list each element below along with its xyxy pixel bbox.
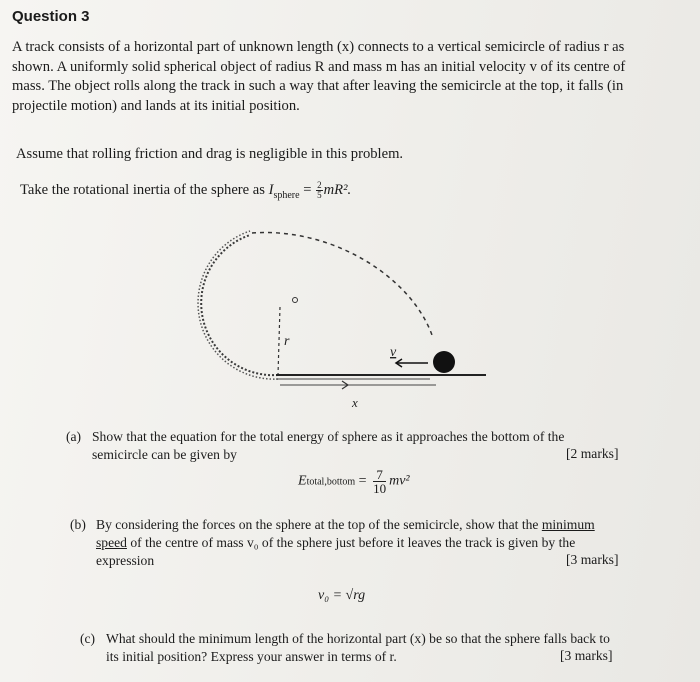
sphere (433, 351, 455, 373)
x-label: x (352, 395, 358, 410)
semicircle-track-outer (198, 231, 278, 379)
inertia-subscript: sphere (273, 189, 300, 201)
part-b-equation: v₀ = √rg (318, 588, 366, 603)
inertia-fraction (316, 181, 323, 200)
eq-a-lhs: E (298, 473, 307, 489)
part-c-text: What should the minimum length of the horizontal part (x) be so that the sphere falls back to its initial position? Express your answer in terms of r. (106, 631, 610, 664)
radius-label: r (284, 334, 290, 349)
inertia-prefix: Take the rotational inertia of the sphere as (20, 181, 269, 198)
eq-a-rhs: mv² (389, 473, 410, 489)
eq-a-lhs-sub: total,bottom (306, 476, 356, 488)
eq-a-equals: = (355, 473, 371, 489)
inertia-frac-num: 2 (317, 180, 322, 190)
semicircle-track (201, 235, 278, 375)
eq-a-frac-den: 10 (373, 481, 387, 496)
center-point (293, 298, 298, 303)
part-b-label: (b) (70, 517, 86, 532)
part-a-label: (a) (66, 429, 82, 444)
inertia-statement (20, 181, 351, 201)
part-b-marks: [3 marks] (566, 552, 619, 567)
radius-line (278, 307, 280, 375)
part-c-label: (c) (80, 631, 96, 646)
intro-paragraph: A track consists of a horizontal part of unknown length (x) connects to a vertical semicircle of radius r as shown. A uniformly solid spherical object of radius R and mass m has an initial velocity v of its centre of mass. The object rolls along the track in such a way that after leaving the semicircle at the top, it falls (in projectile motion) and lands at its initial position. (12, 39, 626, 114)
track-diagram (190, 215, 500, 415)
part-b-underlined: minimum speed (96, 517, 595, 550)
part-a-text: Show that the equation for the total energy of sphere as it approaches the bottom of the semicircle can be given by (92, 429, 565, 462)
part-c-marks: [3 marks] (560, 648, 613, 663)
inertia-frac-den: 5 (317, 190, 322, 200)
question-title: Question 3 (12, 8, 90, 25)
eq-a-frac-num: 7 (373, 468, 386, 482)
inertia-suffix: mR². (323, 181, 352, 198)
part-b-text (96, 516, 626, 570)
inertia-equals: = (299, 181, 316, 198)
velocity-label: v (390, 345, 397, 360)
eq-a-fraction (373, 468, 386, 495)
part-b-text-before: By considering the forces on the sphere at the top of the semicircle, show that the (96, 517, 542, 532)
projectile-path (252, 232, 432, 335)
assumption-text: Assume that rolling friction and drag is negligible in this problem. (16, 146, 404, 162)
part-a-equation (298, 468, 410, 495)
inertia-symbol: I (268, 181, 274, 198)
part-a-marks: [2 marks] (566, 446, 619, 461)
part-b-text-after: of the centre of mass v₀ of the sphere just before it leaves the track is given by the expression (96, 535, 576, 568)
